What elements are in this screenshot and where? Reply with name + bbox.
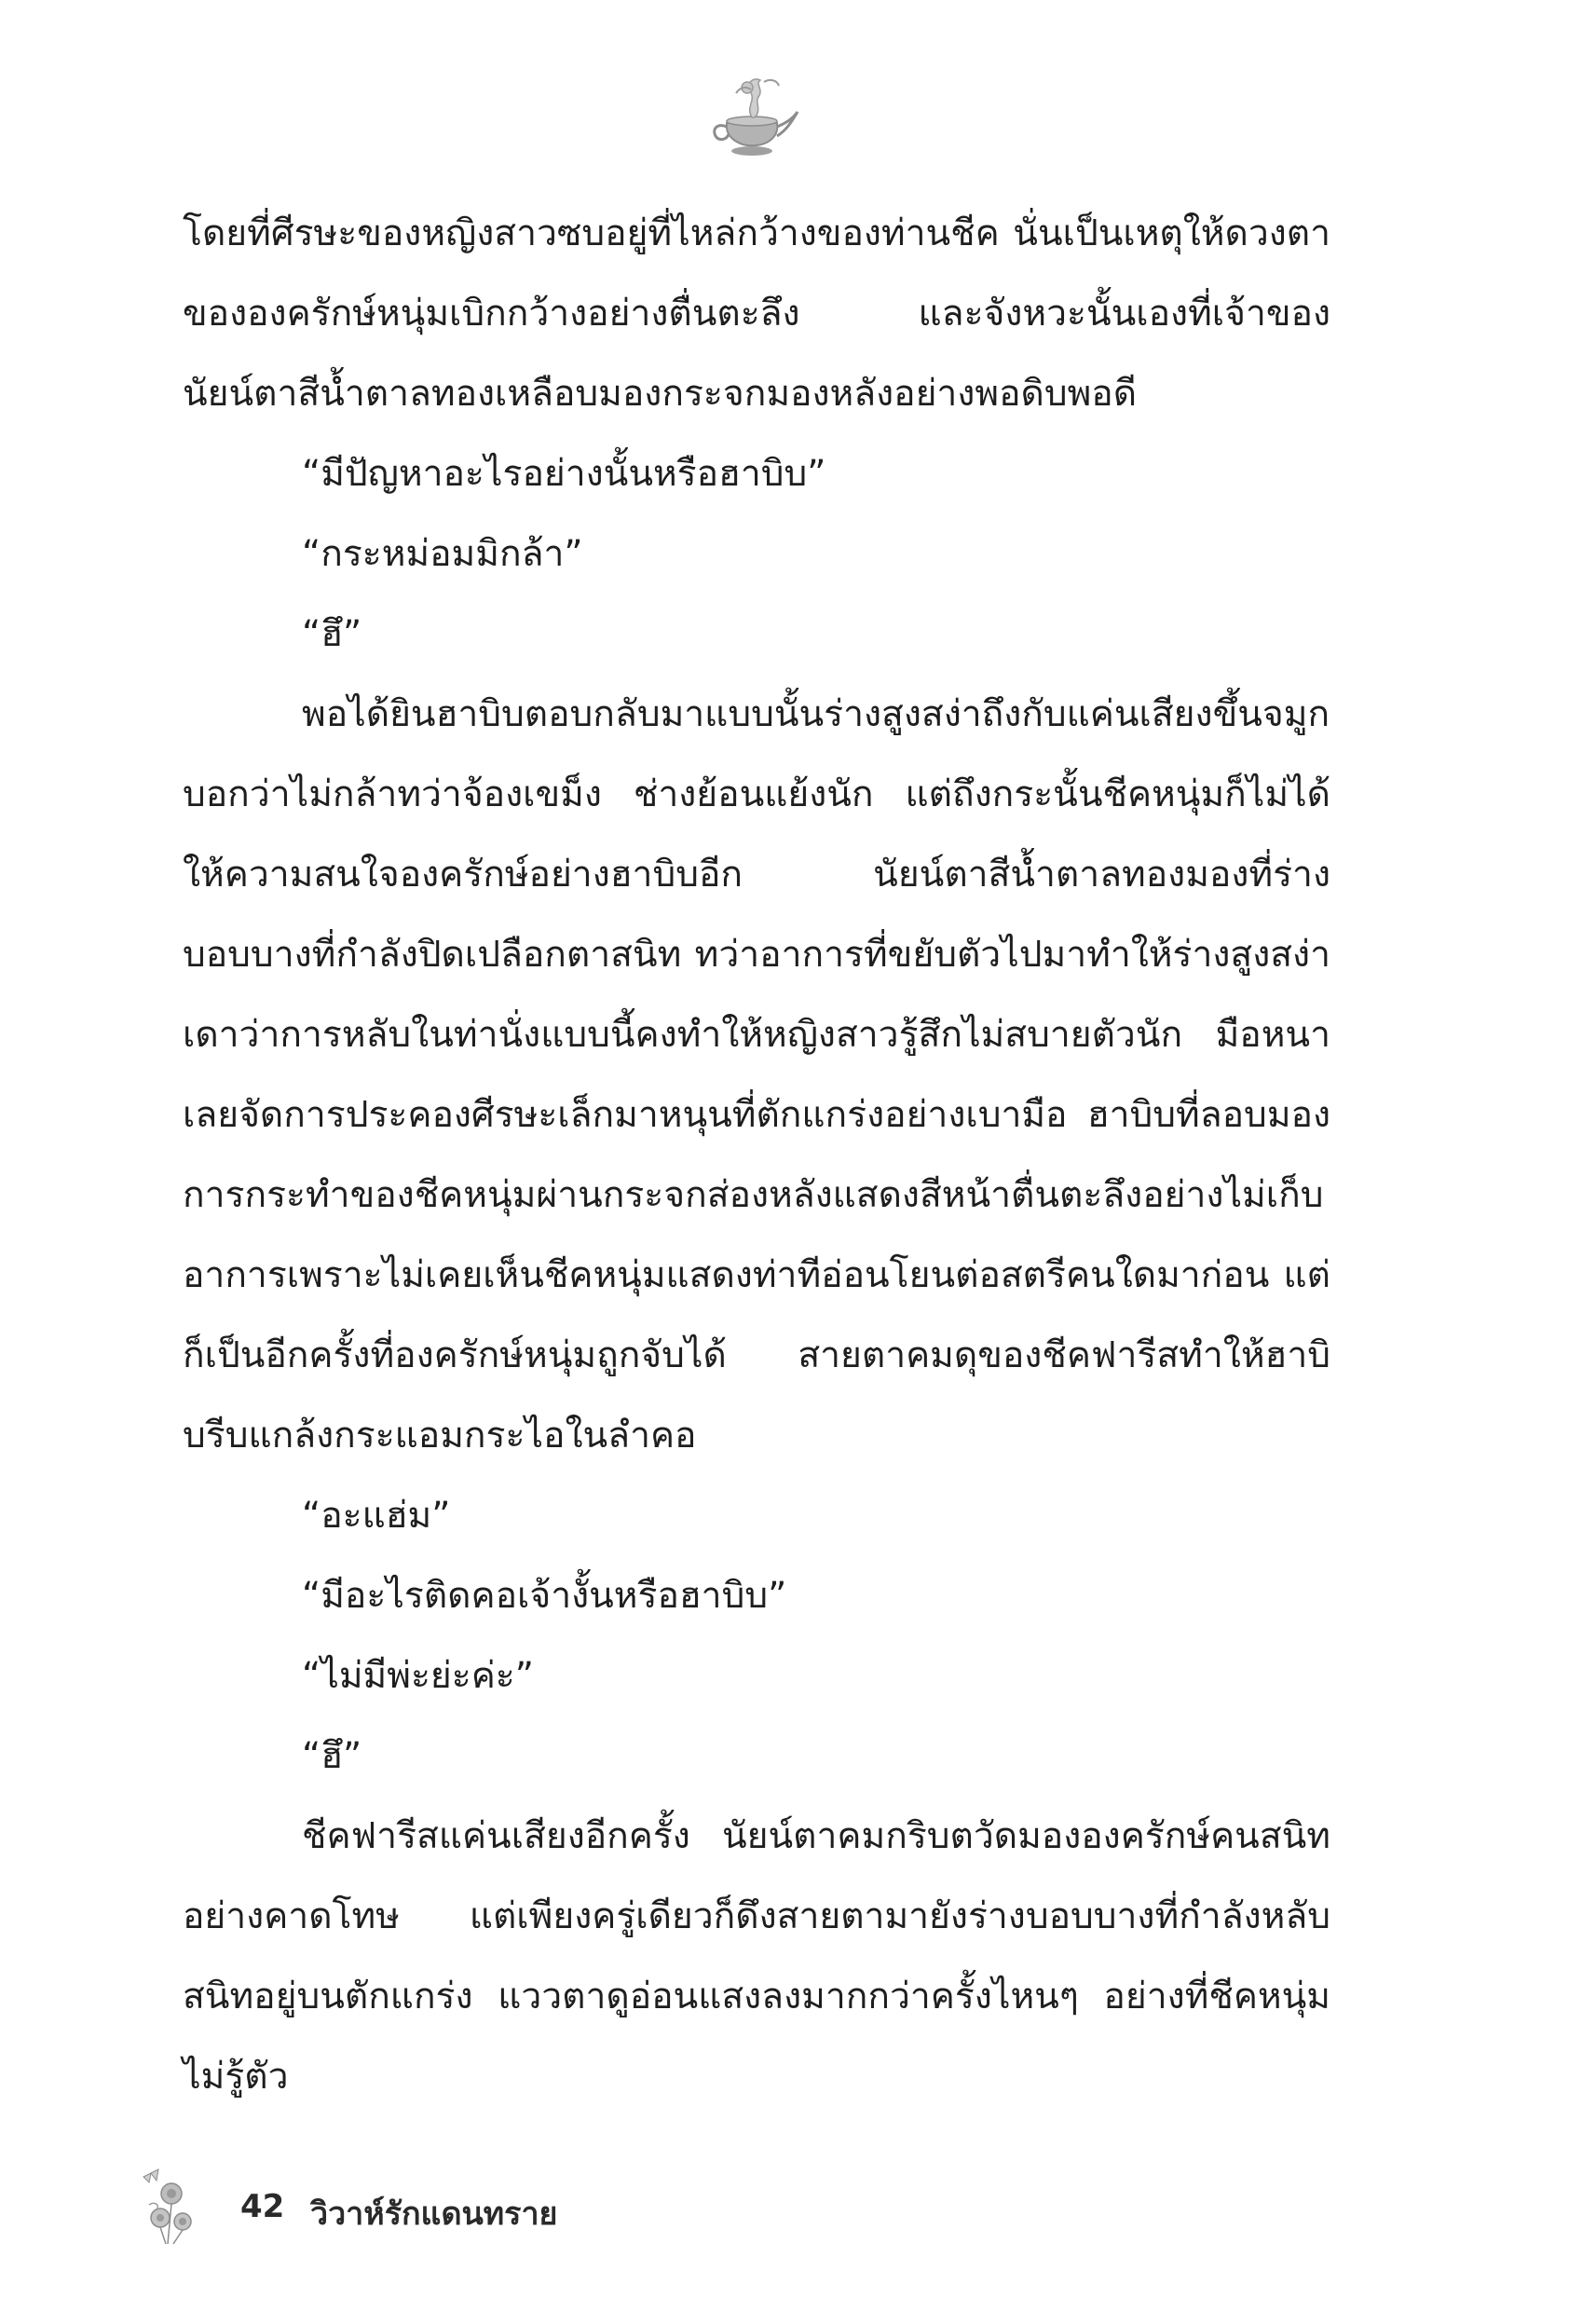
genie-lamp-icon xyxy=(699,65,801,168)
dialogue-line: “มีปัญหาอะไรอย่างนั้นหรือฮาบิบ” xyxy=(302,453,826,495)
dialogue-line: “มีอะไรติดคอเจ้างั้นหรือฮาบิบ” xyxy=(302,1575,787,1617)
flower-butterfly-icon xyxy=(140,2164,205,2248)
dialogue-line: “ฮึ” xyxy=(302,1735,362,1777)
paragraph: โดยที่ศีรษะของหญิงสาวซบอยู่ที่ไหล่กว้างของท่านชีค นั่นเป็นเหตุให้ดวงตาขององครักษ์หนุ่มเบิกกว้างอย่างตื่นตะลึง และจังหวะนั้นเองที่เจ้าของนัยน์ตาสีน้ำตาลทองเหลือบมองกระจกมองหลังอย่างพอดิบพอดี xyxy=(183,212,1330,415)
dialogue-line: “กระหม่อมมิกล้า” xyxy=(302,533,583,575)
paragraph: ชีคฟารีสแค่นเสียงอีกครั้ง นัยน์ตาคมกริบตวัดมององครักษ์คนสนิทอย่างคาดโทษ แต่เพียงครู่เดียวก็ดึงสายตามายังร่างบอบบางที่กำลังหลับสนิทอยู่บนตักแกร่ง แววตาดูอ่อนแสงลงมากกว่าครั้งไหนๆ อย่างที่ชีคหนุ่มไม่รู้ตัว xyxy=(183,1815,1330,2098)
book-title: วิวาห์รักแดนทราย xyxy=(310,2195,558,2233)
page-number: 42 xyxy=(240,2188,285,2225)
page-body xyxy=(183,194,1330,2117)
page-footer xyxy=(140,2164,792,2248)
dialogue-line: “อะแฮ่ม” xyxy=(302,1495,451,1537)
paragraph: พอได้ยินฮาบิบตอบกลับมาแบบนั้นร่างสูงสง่าถึงกับแค่นเสียงขึ้นจมูก บอกว่าไม่กล้าทว่าจ้องเขม็ง ช่างย้อนแย้งนัก แต่ถึงกระนั้นชีคหนุ่มก็ไม่ได้ให้ความสนใจองครักษ์อย่างฮาบิบอีก นัยน์ตาสีน้ำตาลทองมองที่ร่างบอบบางที่กำลังปิดเปลือกตาสนิท ทว่าอาการที่ขยับตัวไปมาทำให้ร่างสูงสง่าเดาว่าการหลับในท่านั่งแบบนี้คงทำให้หญิงสาวรู้สึกไม่สบายตัวนัก มือหนาเลยจัดการประคองศีรษะเล็กมาหนุนที่ตักแกร่งอย่างเบามือ ฮาบิบที่ลอบมองการกระทำของชีคหนุ่มผ่านกระจกส่องหลังแสดงสีหน้าตื่นตะลึงอย่างไม่เก็บอาการเพราะไม่เคยเห็นชีคหนุ่มแสดงท่าทีอ่อนโยนต่อสตรีคนใดมาก่อน แต่ก็เป็นอีกครั้งที่องครักษ์หนุ่มถูกจับได้ สายตาคมดุของชีคฟารีสทำให้ฮาบิบรีบแกล้งกระแอมกระไอในลำคอ xyxy=(183,693,1330,1456)
dialogue-line: “ไม่มีพ่ะย่ะค่ะ” xyxy=(302,1655,534,1697)
dialogue-line: “ฮึ” xyxy=(302,613,362,655)
